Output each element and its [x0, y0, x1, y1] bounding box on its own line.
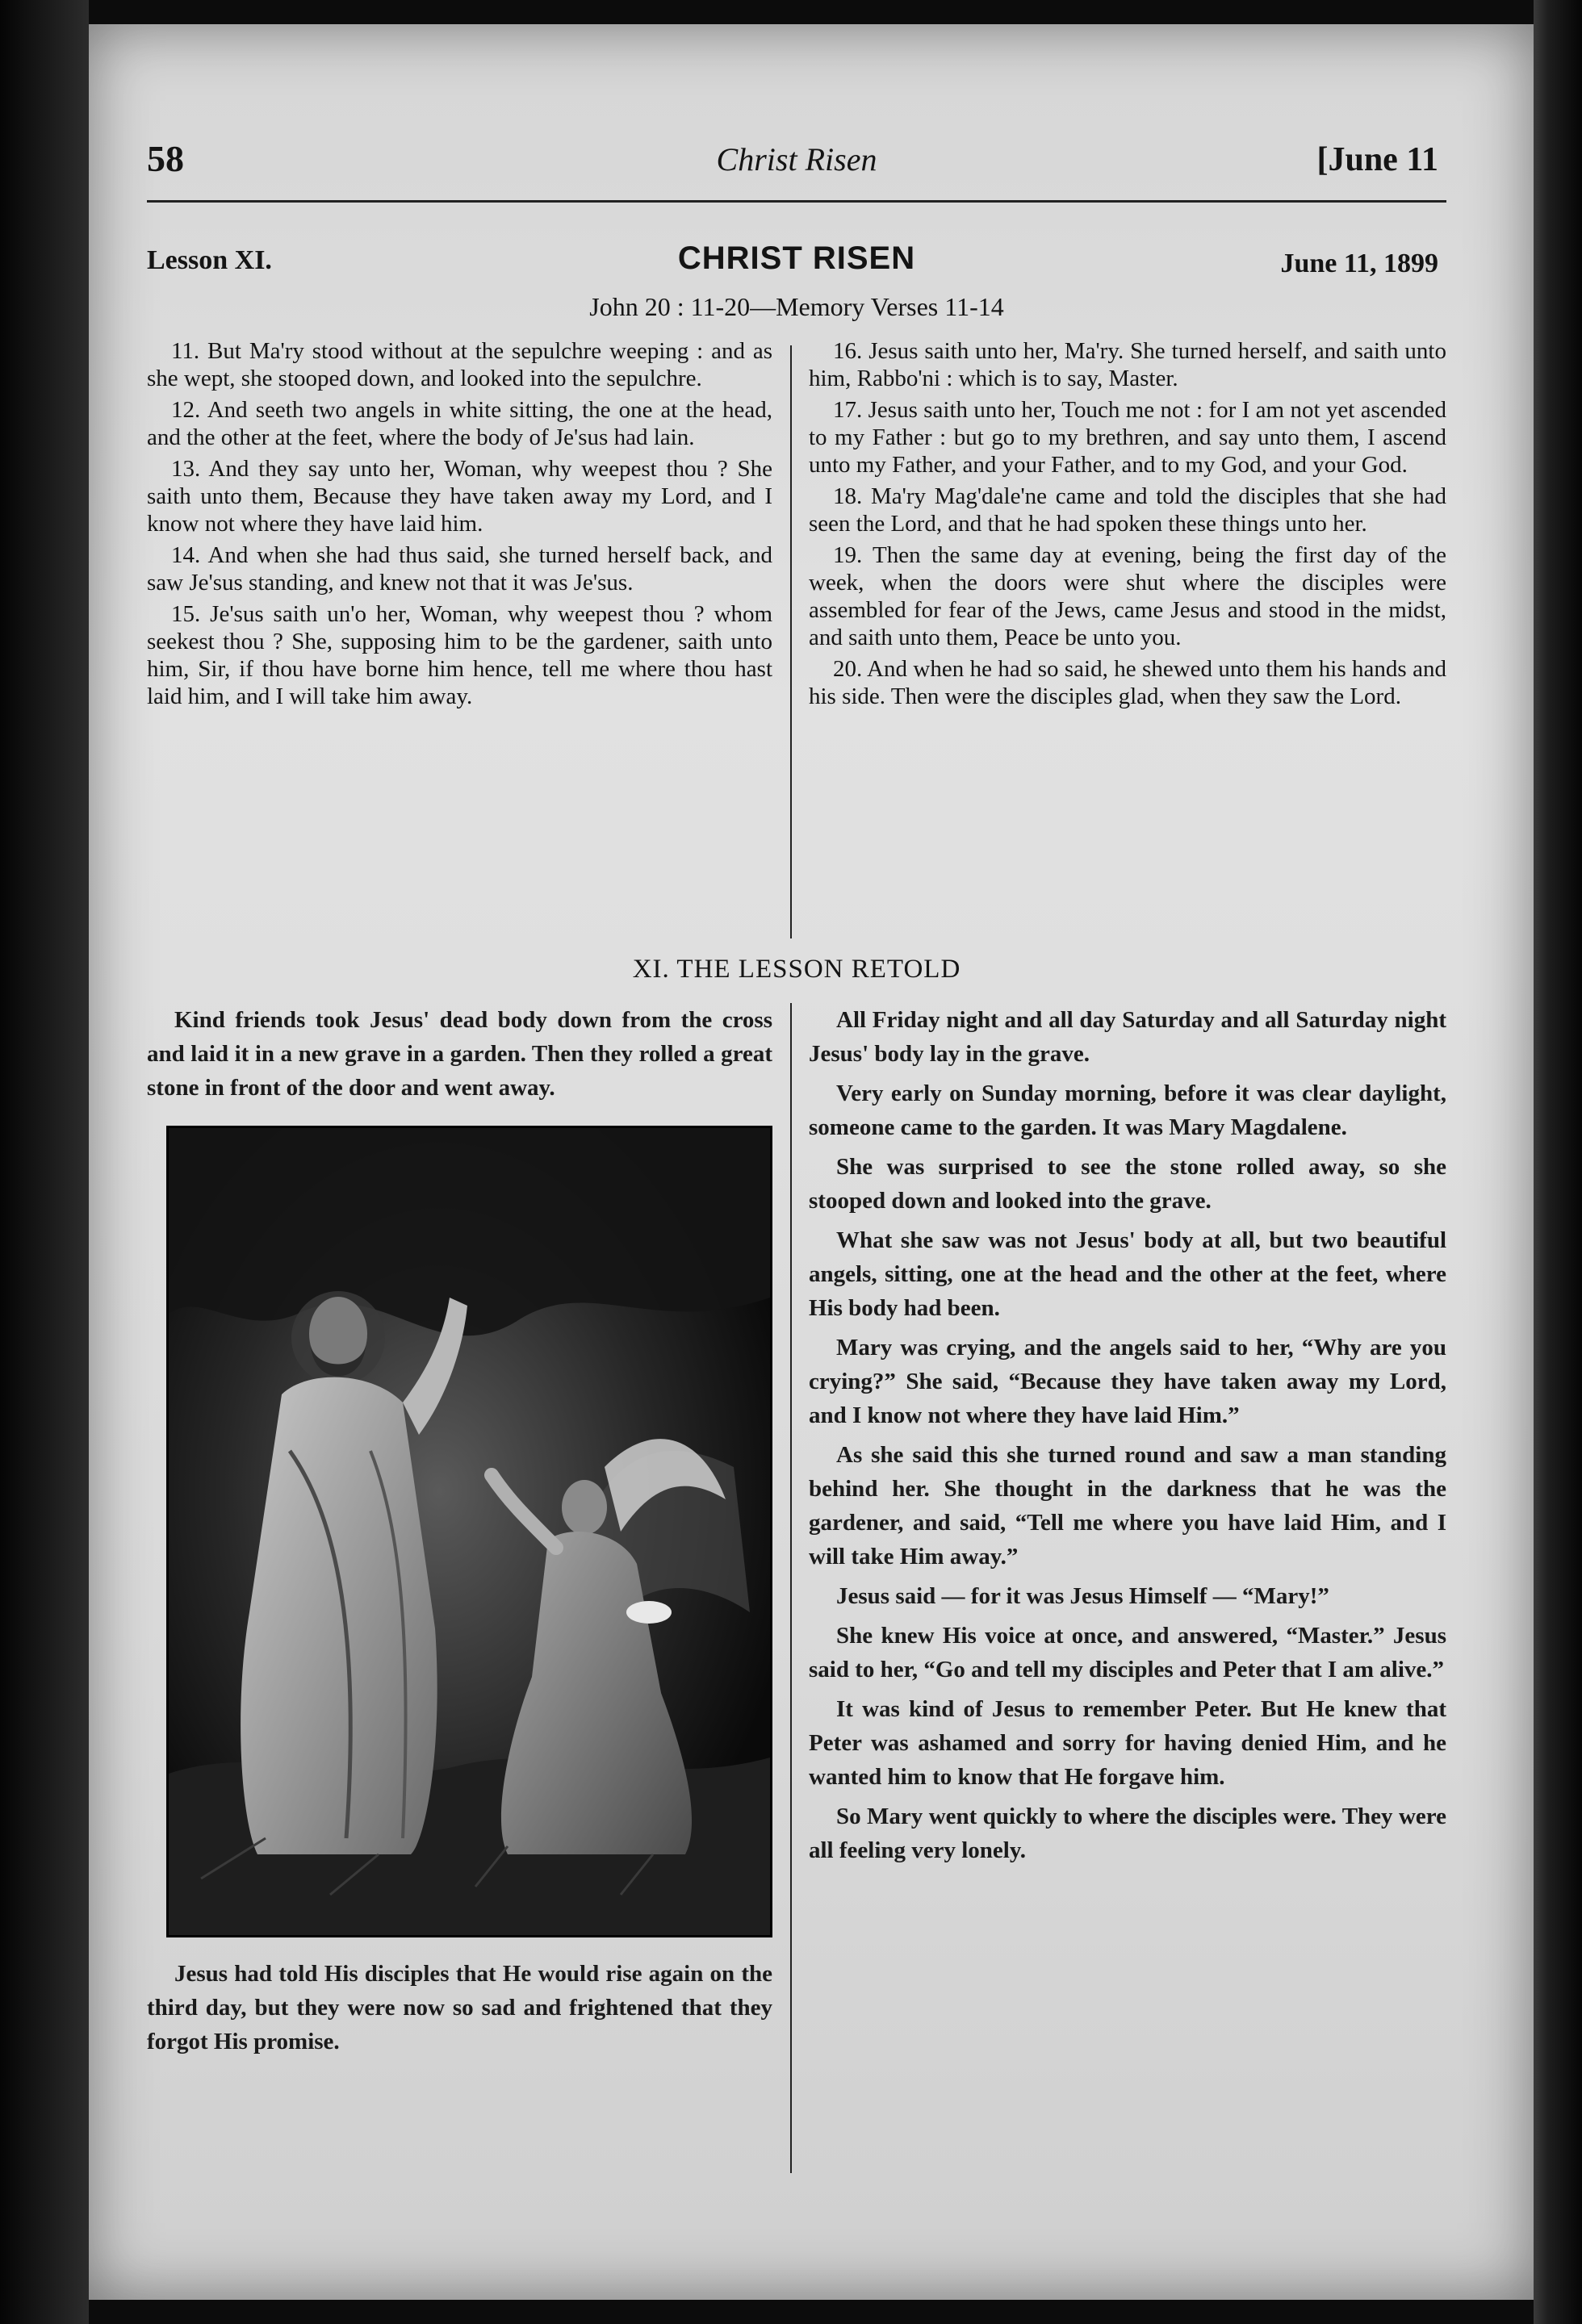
page: [89, 24, 1534, 2300]
section-title: XI. THE LESSON RETOLD: [632, 955, 961, 984]
verse: 17. Jesus saith unto her, Touch me not : for I am not yet ascended to my Father : but go to my brethren, and say unto them, I ascend unto my Father, and your Father, and to my God, and your God.: [809, 397, 1446, 478]
scripture-column-right: [809, 337, 1446, 714]
paragraph: It was kind of Jesus to remember Peter. But He knew that Peter was ashamed and sorry for having denied Him, and he wanted him to know that He forgave him.: [809, 1696, 1446, 1790]
verse: 15. Je'sus saith un'o her, Woman, why weepest thou ? whom seekest thou ? She, supposing him to be the gardener, saith unto him, Sir, if thou have borne him hence, tell me where thou hast laid him, and I will take him away.: [147, 601, 772, 709]
paragraph: All Friday night and all day Saturday and all Saturday night Jesus' body lay in the grave.: [809, 1007, 1446, 1067]
verse: 11. But Ma'ry stood without at the sepulchre weeping : and as she wept, she stooped down, and looked into the sepulchre.: [147, 338, 772, 391]
paragraph: Mary was crying, and the angels said to her, “Why are you crying?” She said, “Because they have taken away my Lord, and I know not where they have laid Him.”: [809, 1335, 1446, 1428]
paragraph: She was surprised to see the stone rolled away, so she stooped down and looked into the grave.: [809, 1154, 1446, 1214]
paragraph: Jesus had told His disciples that He would rise again on the third day, but they were now so sad and frightened that they forgot His promise.: [147, 1961, 772, 2054]
jesus-and-mary-engraving: [169, 1128, 770, 1935]
lesson-title: CHRIST RISEN: [677, 240, 916, 276]
column-divider: [790, 1003, 792, 2173]
retold-column-left: [147, 1003, 772, 2064]
verse: 13. And they say unto her, Woman, why weepest thou ? She saith unto them, Because they have taken away my Lord, and I know not where they have laid him.: [147, 456, 772, 537]
verse: 12. And seeth two angels in white sitting, the one at the head, and the other at the feet, where the body of Je'sus had lain.: [147, 397, 772, 450]
paragraph: As she said this she turned round and saw a man standing behind her. She thought in the darkness that he was the gardener, and said, “Tell me where you have laid Him, and I will take Him away.”: [809, 1442, 1446, 1570]
paragraph: She knew His voice at once, and answered, “Master.” Jesus said to her, “Go and tell my disciples and Peter that I am alive.”: [809, 1623, 1446, 1682]
paragraph: Jesus said — for it was Jesus Himself — “Mary!”: [836, 1583, 1329, 1609]
running-header: [147, 137, 1446, 194]
lesson-number: Lesson XI.: [147, 245, 272, 275]
header-rule: [147, 200, 1446, 203]
film-border-right: [1534, 0, 1582, 2324]
column-divider: [790, 345, 792, 938]
lesson-heading: [147, 240, 1446, 289]
lesson-retold: [147, 1003, 1446, 2181]
retold-column-right: [809, 1003, 1446, 1873]
film-border-left: [0, 0, 89, 2324]
page-number: 58: [147, 138, 184, 179]
verse: 16. Jesus saith unto her, Ma'ry. She turned herself, and saith unto him, Rabbo'ni : which is to say, Master.: [809, 338, 1446, 391]
verse: 20. And when he had so said, he shewed unto them his hands and his side. Then were the disciples glad, when they saw the Lord.: [809, 656, 1446, 709]
paragraph: Very early on Sunday morning, before it was clear daylight, someone came to the garden. It was Mary Magdalene.: [809, 1080, 1446, 1140]
paragraph: Kind friends took Jesus' dead body down from the cross and laid it in a new grave in a garden. Then they rolled a great stone in front of the door and went away.: [147, 1007, 772, 1101]
scripture-reference: John 20 : 11-20—Memory Verses 11-14: [589, 292, 1004, 321]
engraving-illustration: [166, 1126, 772, 1937]
paragraph: So Mary went quickly to where the disciples were. They were all feeling very lonely.: [809, 1804, 1446, 1863]
verse: 19. Then the same day at evening, being the first day of the week, when the doors were shut where the disciples were assembled for fear of the Jews, came Jesus and stood in the midst, and saith unto them, Peace be unto you.: [809, 542, 1446, 650]
lesson-date: June 11, 1899: [1280, 249, 1438, 278]
running-title: Christ Risen: [716, 141, 877, 178]
verse: 14. And when she had thus said, she turned herself back, and saw Je'sus standing, and knew not that it was Je'sus.: [147, 542, 772, 596]
running-date: [June 11: [1316, 141, 1438, 178]
scripture-column-left: [147, 337, 772, 714]
paragraph: What she saw was not Jesus' body at all, but two beautiful angels, sitting, one at the head and the other at the feet, where His body had been.: [809, 1227, 1446, 1321]
page-content: [147, 121, 1446, 2268]
verse: 18. Ma'ry Mag'dale'ne came and told the disciples that she had seen the Lord, and that he had spoken these things unto her.: [809, 483, 1446, 537]
scripture-text: [147, 337, 1446, 938]
